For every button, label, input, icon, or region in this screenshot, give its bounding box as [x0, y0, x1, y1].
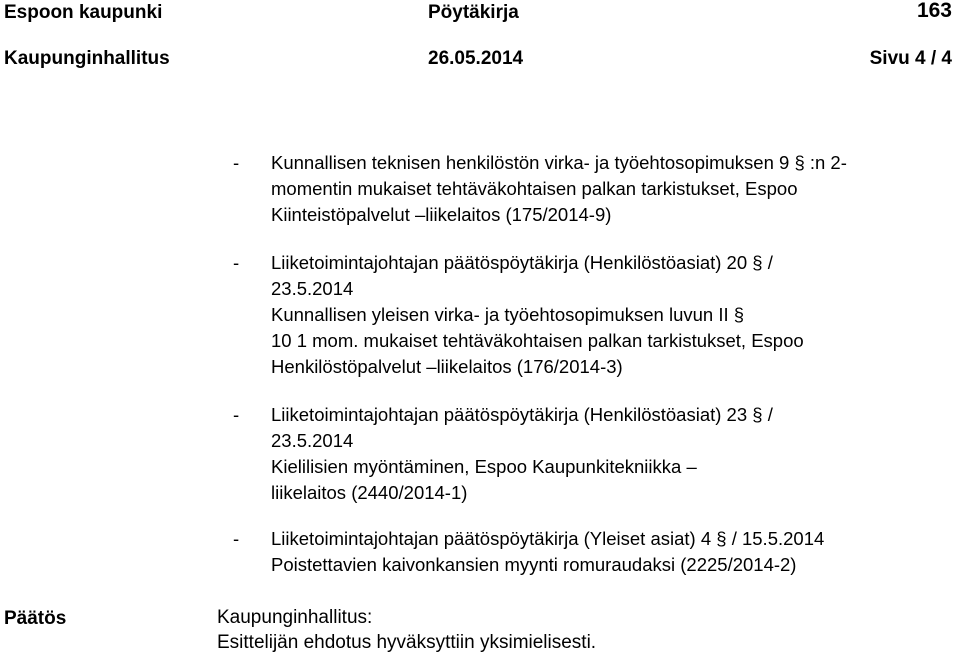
item-line: Kunnallisen yleisen virka- ja työehtosopimuksen luvun II §: [271, 304, 745, 325]
council-name: Kaupunginhallitus: [4, 48, 170, 69]
section-number: 163: [916, 0, 952, 22]
item-line: Kielilisien myöntäminen, Espoo Kaupunkitekniikka –: [271, 456, 697, 477]
list-dash: -: [233, 152, 240, 173]
list-dash: -: [233, 528, 240, 549]
decision-list: [233, 150, 953, 578]
item-line: Liiketoimintajohtajan päätöspöytäkirja (Henkilöstöasiat) 23 § /: [271, 404, 773, 425]
decision-text: Esittelijän ehdotus hyväksyttiin yksimielisesti.: [217, 632, 597, 653]
list-item: [233, 526, 953, 578]
list-dash: -: [233, 252, 240, 273]
decision-block: [217, 605, 596, 655]
decision-body: Kaupunginhallitus:: [217, 607, 373, 628]
item-line: Kunnallisen teknisen henkilöstön virka- ja työehtosopimuksen 9 § :n 2-: [271, 152, 847, 173]
organization-name: Espoon kaupunki: [4, 2, 163, 23]
list-item: [233, 402, 953, 506]
list-dash: -: [233, 404, 240, 425]
list-item: [233, 250, 953, 380]
item-line: Kiinteistöpalvelut –liikelaitos (175/2014-9): [271, 204, 612, 225]
item-line: 23.5.2014: [271, 278, 354, 299]
item-line: 23.5.2014: [271, 430, 354, 451]
list-item: [233, 150, 953, 228]
meeting-date: 26.05.2014: [428, 48, 524, 69]
item-line: Liiketoimintajohtajan päätöspöytäkirja (Henkilöstöasiat) 20 § /: [271, 252, 773, 273]
item-line: Liiketoimintajohtajan päätöspöytäkirja (Yleiset asiat) 4 § / 15.5.2014: [271, 528, 825, 549]
document-type: Pöytäkirja: [428, 2, 519, 23]
item-line: 10 1 mom. mukaiset tehtäväkohtaisen palkan tarkistukset, Espoo: [271, 330, 804, 351]
item-line: momentin mukaiset tehtäväkohtaisen palkan tarkistukset, Espoo: [271, 178, 798, 199]
item-line: liikelaitos (2440/2014-1): [271, 482, 468, 503]
item-line: Henkilöstöpalvelut –liikelaitos (176/2014-3): [271, 356, 623, 377]
item-line: Poistettavien kaivonkansien myynti romuraudaksi (2225/2014-2): [271, 554, 797, 575]
decision-label: Päätös: [4, 608, 67, 629]
page-indicator: Sivu 4 / 4: [869, 48, 952, 69]
